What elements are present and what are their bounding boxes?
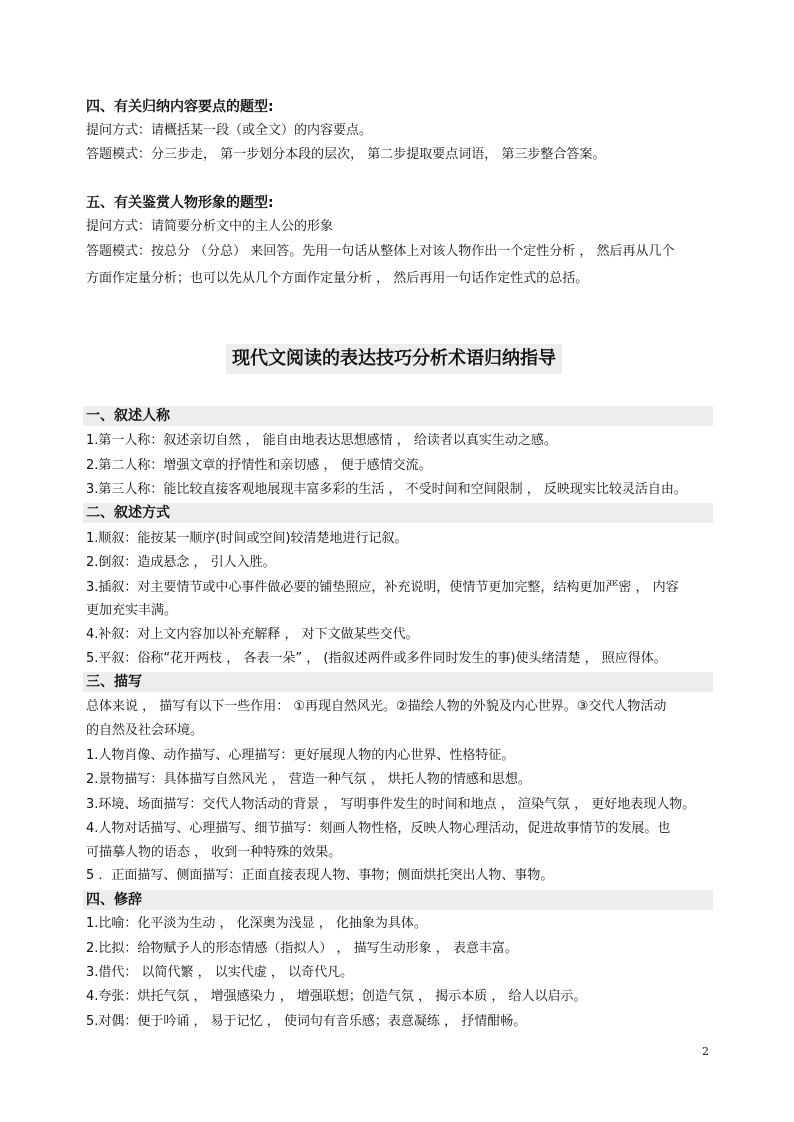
list-item: 4.人物对话描写、心理描写、细节描写：刻画人物性格，反映人物心理活动，促进故事情节的发展。也 [86, 821, 671, 836]
section-heading-description: 三、描写 [83, 672, 713, 692]
list-item: 2.倒叙：造成悬念 ， 引人入胜。 [86, 555, 276, 570]
page-number: 2 [702, 1045, 709, 1058]
list-item: 5.对偶：便于吟诵 ， 易于记忆 ， 使词句有音乐感；表意凝练 ， 抒情酣畅。 [86, 1014, 527, 1029]
section-heading-narration-person: 一、叙述人称 [83, 406, 713, 426]
list-item: 可描摹人物的语态 ， 收到一种特殊的效果。 [86, 845, 342, 860]
answer-line: 答题模式：按总分 （分总） 来回答。先用一句话从整体上对该人物作出一个定性分析 ， 然后再从几个 [86, 244, 675, 259]
list-item: 1.第一人称：叙述亲切自然 ， 能自由地表达思想感情 ， 给读者以真实生动之感。 [86, 433, 557, 448]
list-item: 3.借代： 以简代繁 ， 以实代虚 ， 以奇代凡。 [86, 965, 354, 980]
list-item: 5 ．正面描写、侧面描写：正面直接表现人物、事物；侧面烘托突出人物、事物。 [86, 868, 554, 883]
list-item: 更加充实丰满。 [86, 603, 178, 618]
question-line: 提问方式：请概括某一段（或全文）的内容要点。 [86, 123, 373, 138]
list-item: 4.补叙：对上文内容加以补充解释 ， 对下文做某些交代。 [86, 627, 419, 642]
answer-line: 答题模式：分三步走， 第一步划分本段的层次， 第二步提取要点词语， 第三步整合答案。 [86, 147, 606, 162]
list-item: 1.比喻：化平淡为生动 ， 化深奥为浅显 ， 化抽象为具体。 [86, 916, 427, 931]
list-item: 5.平叙：俗称“花开两枝 ， 各表一朵” ， (指叙述两件或多件同时发生的事)使头绪清楚 ， 照应得体。 [86, 651, 667, 666]
list-item: 总体来说 ， 描写有以下一些作用： ①再现自然风光。②描绘人物的外貌及内心世界。③交代人物活动 [86, 699, 667, 714]
list-item: 2.景物描写：具体描写自然风光 ， 营造一种气氛 ， 烘托人物的情感和思想。 [86, 772, 531, 787]
list-item: 2.比拟：给物赋予人的形态情感（指拟人） ， 描写生动形象 ， 表意丰富。 [86, 941, 518, 956]
list-item: 的自然及社会环境。 [86, 723, 204, 738]
list-item: 3.插叙：对主要情节或中心事件做必要的铺垫照应，补充说明，使情节更加完整，结构更加严密 ， 内容 [86, 580, 679, 595]
list-item: 3.环境、场面描写：交代人物活动的背景 ， 写明事件发生的时间和地点 ， 渲染气氛 ， 更好地表现人物。 [86, 797, 696, 812]
list-item: 1.人物肖像、动作描写、心理描写：更好展现人物的内心世界、性格特征。 [86, 748, 515, 763]
question-line: 提问方式：请简要分析文中的主人公的形象 [86, 219, 334, 234]
answer-line: 方面作定量分析；也可以先从几个方面作定量分析 ， 然后再用一句话作定性式的总括。 [86, 271, 589, 286]
list-item: 4.夸张：烘托气氛 ， 增强感染力 ， 增强联想；创造气氛 ， 揭示本质 ， 给人以启示。 [86, 989, 587, 1004]
list-item: 2.第二人称：增强文章的抒情性和亲切感 ， 便于感情交流。 [86, 458, 432, 473]
document-title: 现代文阅读的表达技巧分析术语归纳指导 [226, 344, 562, 374]
section-heading-narration-mode: 二、叙述方式 [83, 503, 713, 523]
section-heading-rhetoric: 四、修辞 [83, 890, 713, 910]
list-item: 3.第三人称：能比较直接客观地展现丰富多彩的生活 ， 不受时间和空间限制 ， 反映现实比较灵活自由。 [86, 482, 687, 497]
section-heading-character: 五、有关鉴赏人物形象的题型: [86, 195, 274, 211]
list-item: 1.顺叙：能按某一顺序(时间或空间)较清楚地进行记叙。 [86, 531, 408, 546]
section-heading-summary: 四、有关归纳内容要点的题型: [86, 99, 274, 115]
